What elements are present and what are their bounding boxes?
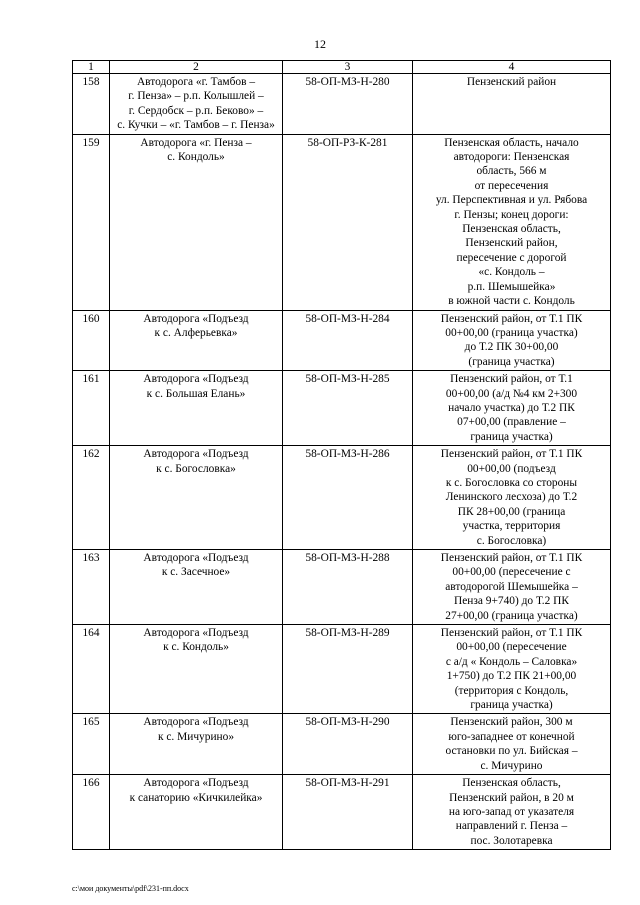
table-row [73, 134, 611, 310]
roads-table [72, 60, 611, 850]
row-number: 158 [73, 74, 110, 135]
road-code: 58-ОП-РЗ-К-281 [283, 134, 413, 310]
table-row [73, 775, 611, 850]
row-number: 162 [73, 446, 110, 550]
footer-file-path: c:\мои документы\pdf\231-пп.docx [72, 884, 189, 893]
road-code: 58-ОП-МЗ-Н-288 [283, 550, 413, 625]
table-row [73, 74, 611, 135]
header-cell-2: 2 [110, 61, 283, 74]
table-row [73, 371, 611, 446]
row-number: 164 [73, 625, 110, 714]
header-cell-4: 4 [413, 61, 611, 74]
table-row [73, 714, 611, 775]
road-location: Пензенский район, от Т.1 ПК 00+00,00 (пересечение с автодорогой Шемышейка – Пенза 9+740) до Т.2 ПК 27+00,00 (граница участка) [413, 550, 611, 625]
road-location: Пензенский район, 300 м юго-западнее от конечной остановки по ул. Бийская – с. Мичурино [413, 714, 611, 775]
road-name: Автодорога «Подъезд к с. Большая Елань» [110, 371, 283, 446]
table-row [73, 310, 611, 371]
road-code: 58-ОП-МЗ-Н-284 [283, 310, 413, 371]
header-cell-3: 3 [283, 61, 413, 74]
road-name: Автодорога «Подъезд к с. Мичурино» [110, 714, 283, 775]
road-location: Пензенский район, от Т.1 ПК 00+00,00 (граница участка) до Т.2 ПК 30+00,00 (граница участка) [413, 310, 611, 371]
road-location: Пензенская область, Пензенский район, в 20 м на юго-запад от указателя направлений г. Пенза – пос. Золотаревка [413, 775, 611, 850]
road-location: Пензенский район, от Т.1 ПК 00+00,00 (подъезд к с. Богословка со стороны Ленинского лесхоза) до Т.2 ПК 28+00,00 (граница участка, территория с. Богословка) [413, 446, 611, 550]
road-code: 58-ОП-МЗ-Н-291 [283, 775, 413, 850]
road-location: Пензенская область, начало автодороги: Пензенская область, 566 м от пересечения ул. Перспективная и ул. Рябова г. Пензы; конец дороги: Пензенская область, Пензенский район, пересечение с дорогой «с. Кондоль – р.п. Шемышейка» в южной части с. Кондоль [413, 134, 611, 310]
road-name: Автодорога «Подъезд к с. Алферьевка» [110, 310, 283, 371]
road-location: Пензенский район, от Т.1 ПК 00+00,00 (пересечение с а/д « Кондоль – Саловка» 1+750) до Т.2 ПК 21+00,00 (территория с Кондоль, граница участка) [413, 625, 611, 714]
road-name: Автодорога «г. Пенза – с. Кондоль» [110, 134, 283, 310]
road-location: Пензенский район, от Т.1 00+00,00 (а/д №4 км 2+300 начало участка) до Т.2 ПК 07+00,00 (правление – граница участка) [413, 371, 611, 446]
table-row [73, 446, 611, 550]
road-code: 58-ОП-МЗ-Н-289 [283, 625, 413, 714]
row-number: 163 [73, 550, 110, 625]
table-header-row [73, 61, 611, 74]
page-number: 12 [314, 37, 326, 51]
road-code: 58-ОП-МЗ-Н-286 [283, 446, 413, 550]
row-number: 161 [73, 371, 110, 446]
row-number: 165 [73, 714, 110, 775]
table-row [73, 625, 611, 714]
road-location: Пензенский район [413, 74, 611, 135]
road-name: Автодорога «г. Тамбов – г. Пенза» – р.п. Колышлей – г. Сердобск – р.п. Беково» – с. Кучки – «г. Тамбов – г. Пенза» [110, 74, 283, 135]
road-code: 58-ОП-МЗ-Н-280 [283, 74, 413, 135]
table-row [73, 550, 611, 625]
row-number: 159 [73, 134, 110, 310]
road-code: 58-ОП-МЗ-Н-285 [283, 371, 413, 446]
header-cell-1: 1 [73, 61, 110, 74]
road-name: Автодорога «Подъезд к с. Кондоль» [110, 625, 283, 714]
road-name: Автодорога «Подъезд к с. Богословка» [110, 446, 283, 550]
road-name: Автодорога «Подъезд к с. Засечное» [110, 550, 283, 625]
road-name: Автодорога «Подъезд к санаторию «Кичкилейка» [110, 775, 283, 850]
road-code: 58-ОП-МЗ-Н-290 [283, 714, 413, 775]
row-number: 160 [73, 310, 110, 371]
row-number: 166 [73, 775, 110, 850]
